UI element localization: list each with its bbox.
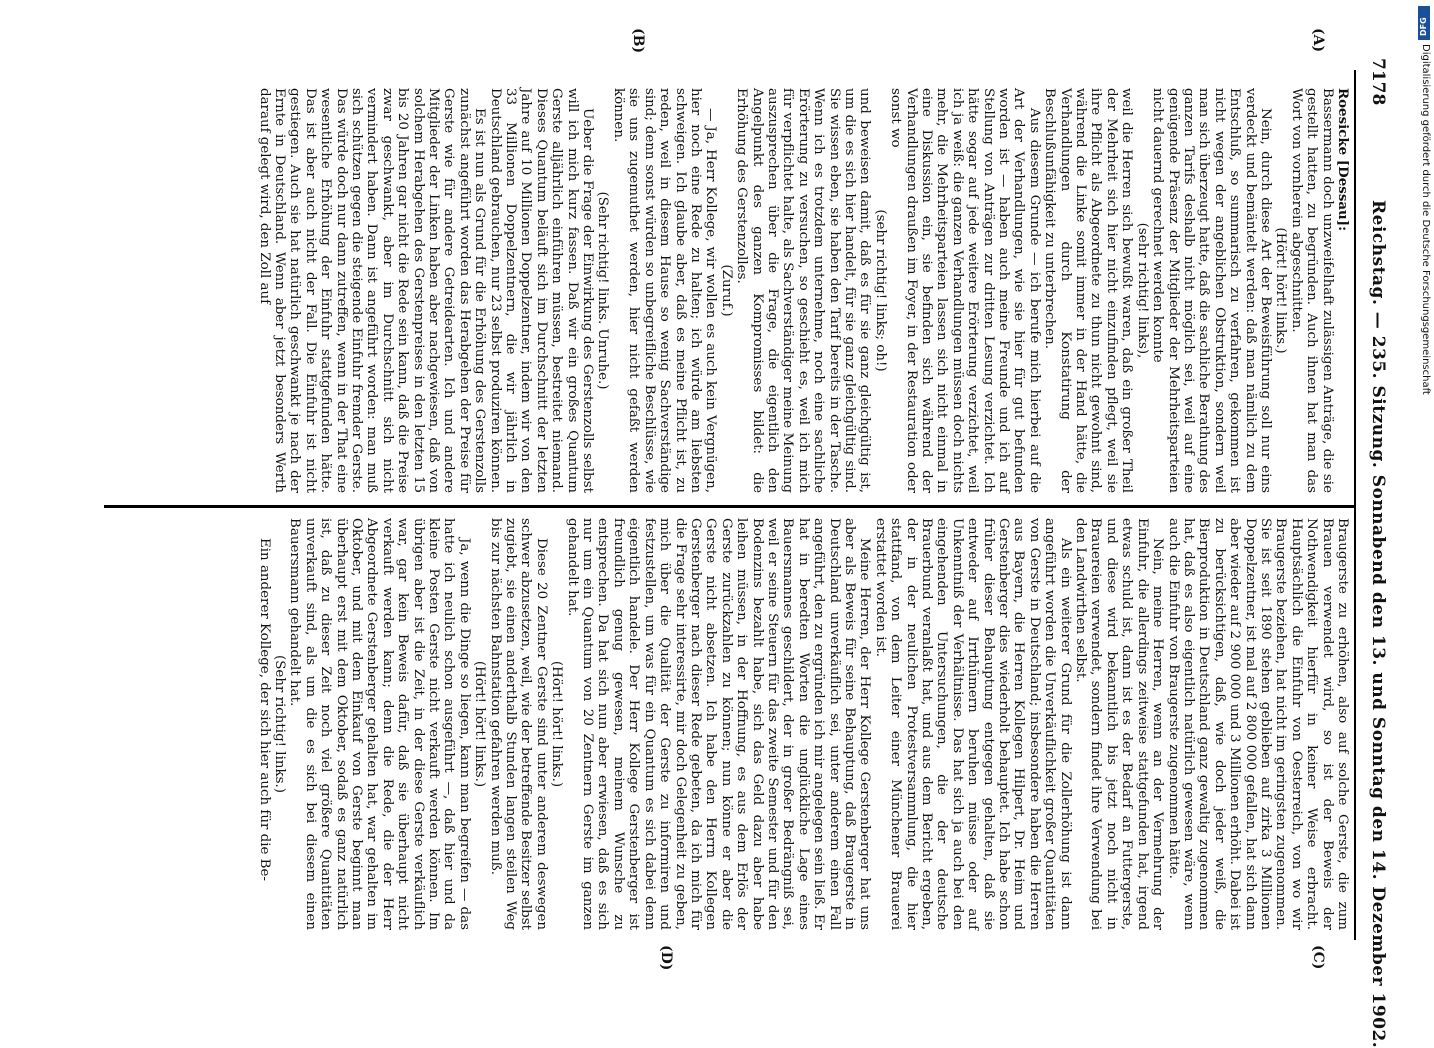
digitization-credit	[1420, 44, 1432, 704]
column-divider	[104, 505, 1354, 508]
interjection: (Sehr richtig! links.)	[271, 655, 287, 793]
paragraph: Braugerste zu erhöhen, also auf solche Gerste, die zum Brauen verwendet wird, so ist der Beweis der Nothwendigkeit hierfür in keiner Weise erbracht. Hauptsächlich die Einfuhr von Oesterreich, von wo wir Braugerste beziehen, hat nicht im geringsten zugenommen. Sie ist seit 1890 stehen geblieben auf zirka 3 Millionen Doppelzentner, ist mal auf 2 800 000 gefallen, hat sich dann aber wieder auf 2 900 000 und 3 Millionen erhöht. Dabei ist zu berücksichtigen, daß, wie doch jeder weiß, die Bierproduktion in Deutschland ganz gewaltig zugenommen hat, daß es also eigentlich natürlich gewesen wäre, wenn auch die Einfuhr von Braugerste zugenommen hätte.	[1165, 518, 1350, 930]
dfg-logo-text: DFG	[1419, 17, 1428, 36]
paragraph: — Ja, Herr Kollege, wir wollen es auch kein Vergnügen, hier noch eine Rede zu halten; ich würde am liebsten schweigen. Ich glaube aber, daß es meine Pflicht ist, zu reden, weil in diesem Hause so wenig Sachverständige sind; denn sonst würden so unbegreifliche Beschlüsse, wie sie uns zugemuthet werden, hier nicht gefaßt werden können.	[610, 88, 719, 493]
right-column	[256, 518, 1350, 930]
page-title: Reichstag. — 235. Sitzung. Sonnabend den 13. und Sonntag den 14. Dezember 1902.	[1368, 200, 1388, 1048]
margin-marker-b: (B)	[630, 28, 646, 54]
interjection: (Hört! hört! links.)	[1273, 227, 1289, 354]
margin-marker-d: (D)	[658, 945, 674, 971]
left-column	[256, 88, 1350, 493]
paragraph: Bassermann doch unzweifelhaft zulässigen Anträge, die sie gestellt hatten, zu begründen. Auch ihnen hat man das Wort von vornherein abgeschnitten.	[1288, 88, 1335, 493]
interjection: (sehr richtig! links; oh!)	[872, 209, 888, 372]
paragraph: Nein, durch diese Art der Beweisführung soll nur eins verdeckt und bemäntelt werden: daß man nämlich zu dem Entschluß, so summarisch zu verfahren, gekommen ist nicht wegen der angeblichen Obstruktion, sondern weil man sich überzeugt hatte, daß die sachliche Berathung des ganzen Tarifs deshalb nicht möglich sei, weil auf eine genügende Präsenz der Mitglieder der Mehrheitsparteien nicht dauernd gerechnet werden konnte	[1150, 88, 1273, 493]
interjection: (Sehr richtig! links. Unruhe.)	[595, 191, 611, 390]
paragraph: Als ein weiterer Grund für die Zollerhöhung ist dann angeführt worden die Unverkäuflichkeit großer Quantitäten von Gerste in Deutschland; insbesondere haben die Herren aus Bayern, die Herren Kollegen Hilpert, Dr. Heim und Gerstenberger dies wiederholt behauptet. Ich habe schon früher dieser Behauptung entgegen gehalten, daß sie entweder auf Irrthümern beruhen müsse oder auf Unkenntniß der Verhältnisse. Das hat sich ja auch bei den eingehenden Untersuchungen, die der deutsche Brauerbund veranlaßt hat, und aus dem Bericht ergeben, der in der neulichen Protestversammlung, die hier stattfand, von dem Leiter einer Münchener Brauerei erstattet worden ist.	[872, 518, 1073, 930]
interjection: (Hört! hört! links.)	[472, 660, 488, 788]
interjection: (Zuruf.)	[718, 264, 734, 317]
paragraph: Ueber die Frage der Einwirkung des Gerstenzolls selbst will ich mich kurz fassen. Daß wir ein großes Quantum Gerste alljährlich einführen müssen, bestreitet niemand. Dieses Quantum beläuft sich im Durchschnitt der letzten Jahre auf 10 Millionen Doppelzentner, indem wir von den 33 Millionen Doppelzentnern, die wir jährlich in Deutschland gebrauchen, nur 23 selbst produziren können.	[487, 88, 596, 494]
paragraph: Aus diesem Grunde — ich berufe mich hierbei auf die Art der Verhandlungen, wie sie hier für gut befunden worden ist — haben auch meine Freunde und ich auf Stellung von Anträgen zur dritten Lesung verzichtet. Ich hätte sogar auf jede weitere Erörterung verzichtet, weil ich ja weiß: die ganzen Verhandlungen müssen doch nichts mehr, die Mehrheitsparteien lassen sich nicht einmal in eine Diskussion ein, sie befinden sich während der Verhandlungen draußen im Foyer, in der Restauration oder sonst wo	[888, 88, 1042, 493]
paragraph: Diese 20 Zentner Gerste sind unter anderem deswegen schwer abzusetzen, weil, wie der betreffende Besitzer selbst zugiebt, sie einen anderthalb Stunden langen steilen Weg bis zur nächsten Bahnstation gefahren werden muß.	[487, 518, 549, 930]
speaker-name: Roesicke [Dessau]:	[1335, 88, 1351, 232]
dfg-logo	[1418, 6, 1430, 40]
speaker-line	[1335, 88, 1350, 493]
paragraph: und beweisen damit, daß es für sie ganz gleichgültig ist, um die es sich hier handelt, für sie ganz gleichgültig sind. Sie wissen eben, sie haben den Tarif bereits in der Tasche. Wenn ich es trotzdem unternehme, noch eine sachliche Erörterung zu versuchen, so geschieht es, weil ich mich für verpflichtet halte, als Sachverständiger meine Meinung auszusprechen über die Frage, die eigentlich den Angelpunkt des ganzen Kompromisses bildet: die Erhöhung des Gerstenzolles.	[734, 88, 873, 493]
paragraph: Meine Herren, der Herr Kollege Gerstenberger hat uns aber als Beweis für seine Behauptung, daß Braugerste in Deutschland unverkäuflich sei, unter anderem einen Fall angeführt, den zu ergründen ich mir angelegen sein ließ. Er hat in beredten Worten die unglückliche Lage eines Bauersmannes geschildert, der in großer Bedrängniß sei, weil er seine Steuern für das zweite Semester und für den Bodenzins bezahlt habe, sich das Geld dazu aber habe leihen müssen, in der Hoffnung, es aus dem Erlös der Gerste zurückzahlen zu können; nun könne er aber die Gerste nicht absetzen. Ich habe den Herrn Kollegen Gerstenberger nach dieser Rede gebeten, da ich mich für die Frage sehr interessirte, mir doch Gelegenheit zu geben, mich über die Qualität der Gerste zu informiren und festzustellen, um was für ein Quantum es sich dabei denn eigentlich handele. Der Herr Kollege Gerstenberger ist freundlich genug gewesen, meinem Wunsche zu entsprechen. Da hat sich nun aber erwiesen, daß es sich nur um ein Quantum von 20 Zentnern Gerste im ganzen gehandelt hat.	[564, 518, 873, 930]
page-number: 7178	[1368, 58, 1388, 106]
paragraph: Ein anderer Kollege, der sich hier auch für die Be-	[256, 538, 272, 881]
header-rule	[1354, 70, 1356, 940]
page-header	[1354, 0, 1388, 1048]
interjection: (Hört! hört! links.)	[549, 660, 565, 788]
paragraph: weil die Herren sich bewußt waren, daß ein großer Theil der Mehrheit sich hier nicht einzufinden pflegt, weil sie ihre Pflicht als Abgeordnete zu thun nicht gewohnt sind, während die Linke somit immer in der Hand hätte, die Verhandlungen durch Konstatirung der Beschlußunfähigkeit zu unterbrechen.	[1042, 88, 1135, 493]
paragraph: Nein, meine Herren, wenn an der Vermehrung der Einfuhr, die allerdings zeitweise stattgefunden hat, irgend etwas schuld ist, dann ist es der Bedarf an Futtergerste, und diese wird bekanntlich bis jetzt noch nicht in Brauereien verwendet, sondern findet ihre Verwendung bei den Landwirthen selbst.	[1073, 518, 1166, 930]
margin-marker-a: (A)	[1310, 28, 1326, 53]
paragraph: Ja, wenn die Dinge so liegen, kann man begreifen — das hatte ich neulich schon ausgeführt —, daß hier und da kleine Posten Gerste nicht verkauft werden können. Im übrigen aber ist die Zeit, in der diese Gerste verkäuflich war, gar kein Beweis dafür, daß sie überhaupt nicht verkauft werden kann; denn die Rede, die der Herr Abgeordnete Gerstenberger gehalten hat, war gehalten im Oktober, und mit dem Einkauf von Gerste beginnt man überhaupt erst mit dem Oktober, sodaß es ganz natürlich ist, daß zu dieser Zeit noch viel größere Quantitäten unverkauft sind, als um die es sich bei diesem einen Bauersmann gehandelt hat.	[287, 518, 472, 930]
interjection: (sehr richtig! links),	[1134, 222, 1150, 359]
digitization-credit-text: Digitalisierung gefördert durch die Deutsche Forschungsgemeinschaft	[1420, 44, 1431, 395]
paragraph: Es ist nun als Grund für die Erhöhung des Gerstenzolls zunächst angeführt worden das Herabgehen der Preise für Gerste wie für andere Getreidearten. Ich und andere Mitglieder der Linken haben aber nachgewiesen, daß von solchem Herabgehen des Gerstenpreises in den letzten 15 bis 20 Jahren gar nicht die Rede sein kann, daß die Preise zwar geschwankt, aber im Durchschnitt sich nicht vermindert haben. Dann ist angeführt worden: man muß sich schützen gegen die steigende Einfuhr fremder Gerste. Das würde doch nur dann zutreffen, wenn in der That eine wesentliche Erhöhung der Einfuhr stattgefunden hätte. Das ist aber auch nicht der Fall. Die Einfuhr ist nicht gestiegen. Auch sie hat natürlich geschwankt je nach der Ernte in Deutschland. Wenn aber jetzt besonders Werth darauf gelegt wird, den Zoll auf	[256, 88, 488, 493]
margin-marker-c: (C)	[1310, 945, 1326, 970]
